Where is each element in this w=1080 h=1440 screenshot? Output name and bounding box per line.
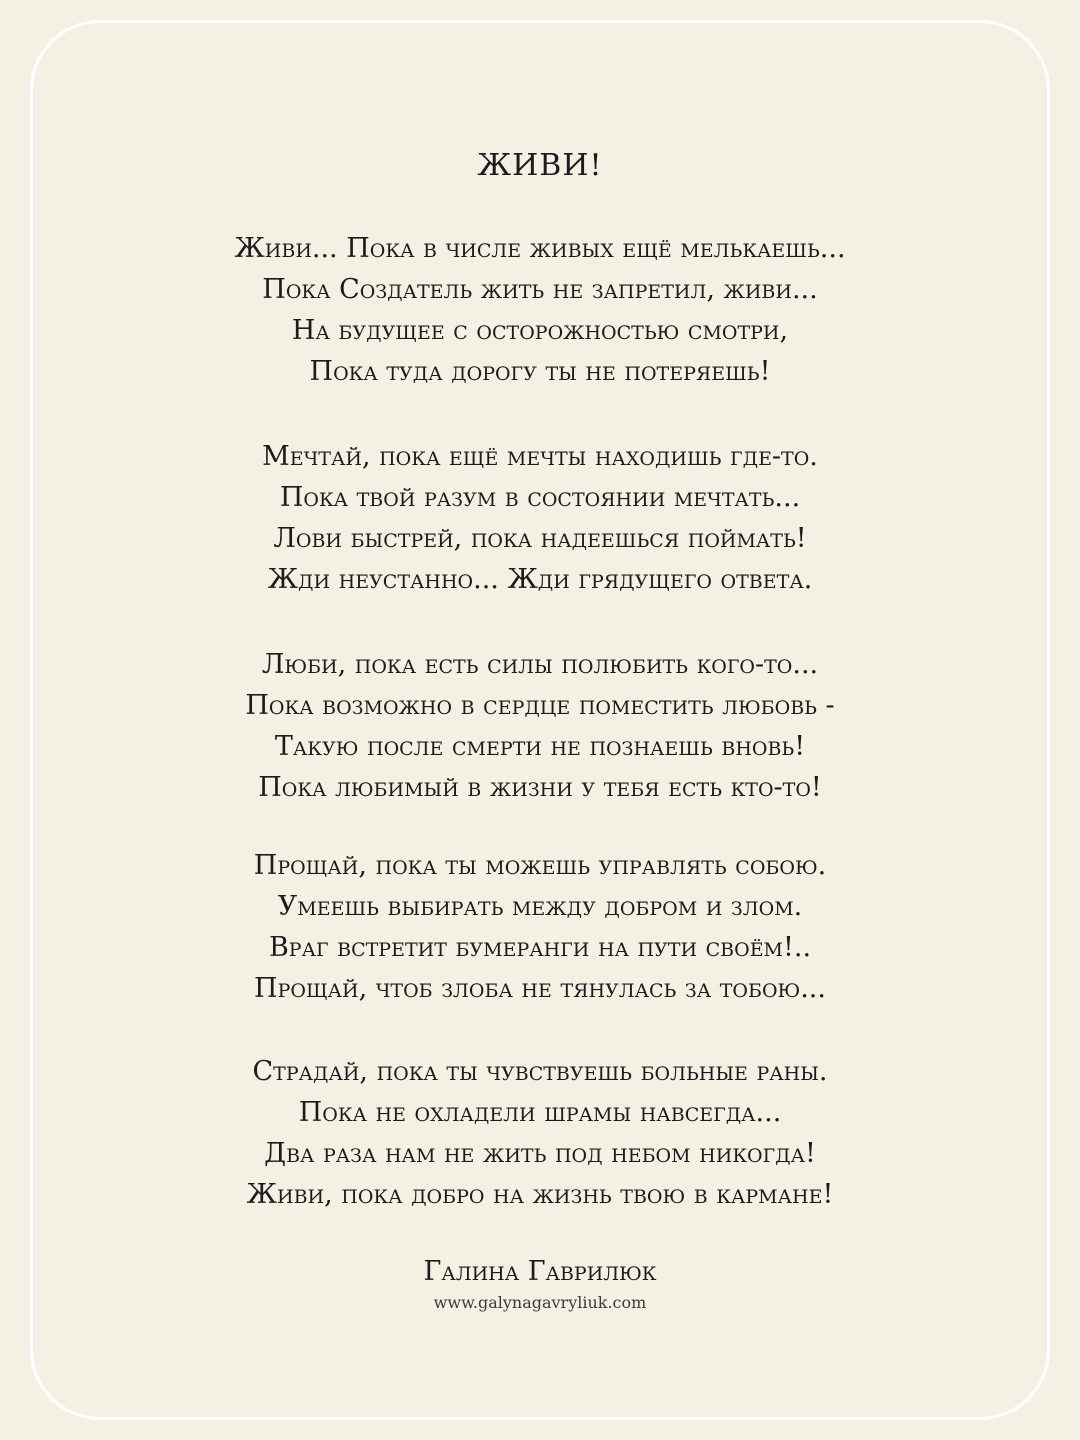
stanza-1 (0, 228, 1080, 392)
poem-line: Пока Создатель жить не запретил, живи... (262, 274, 818, 305)
poem-line: Жди неустанно... Жди грядущего ответа. (267, 564, 813, 595)
poem-line: Пока не охладели шрамы навсегда... (298, 1097, 782, 1128)
stanza-5 (0, 1051, 1080, 1215)
poem-title: ЖИВИ! (477, 148, 603, 183)
poem-line: Умеешь выбирать между добром и злом. (277, 891, 803, 922)
poem-line: Два раза нам не жить под небом никогда! (264, 1138, 816, 1169)
author-website: www.galynagavryliuk.com (433, 1293, 647, 1312)
poem-line: Такую после смерти не познаешь вновь! (274, 731, 806, 762)
stanza-3 (0, 644, 1080, 808)
poem-line: Враг встретит бумеранги на пути своём!.. (268, 932, 812, 963)
poem-line: Прощай, пока ты можешь управлять собою. (253, 850, 827, 881)
poem-line: Пока любимый в жизни у тебя есть кто-то! (258, 772, 822, 803)
poem-line: Страдай, пока ты чувствуешь больные раны. (252, 1056, 828, 1087)
poem-line: Прощай, чтоб злоба не тянулась за тобою... (254, 973, 826, 1004)
poem-line: Люби, пока есть силы полюбить кого-то... (261, 649, 819, 680)
poem-line: Лови быстрей, пока надеешься поймать! (273, 523, 807, 554)
stanza-4 (0, 845, 1080, 1009)
poem-line: Живи... Пока в числе живых ещё мелькаешь... (234, 233, 846, 264)
stanza-2 (0, 436, 1080, 600)
author-name: Галина Гаврилюк (423, 1256, 657, 1287)
poem-line: Пока возможно в сердце поместить любовь - (245, 690, 835, 721)
poem-line: Мечтай, пока ещё мечты находишь где-то. (262, 441, 818, 472)
poem-line: Живи, пока добро на жизнь твою в кармане! (246, 1179, 834, 1210)
poem-line: На будущее с осторожностью смотри, (291, 315, 789, 346)
poem-line: Пока туда дорогу ты не потеряешь! (309, 356, 771, 387)
poem-line: Пока твой разум в состоянии мечтать... (279, 482, 801, 513)
